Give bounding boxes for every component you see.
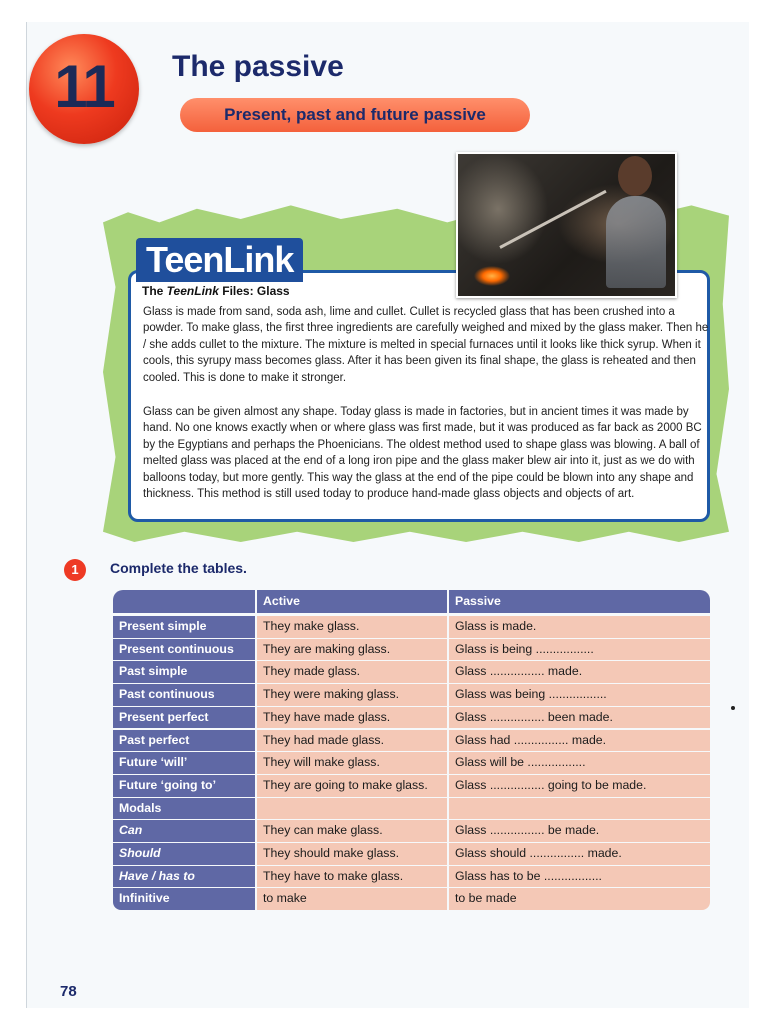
table-row [113, 707, 710, 730]
passive-cell: Glass will be ................. [449, 752, 710, 774]
table-row [113, 730, 710, 753]
passive-cell: Glass ................ be made. [449, 820, 710, 842]
unit-title: The passive [172, 50, 344, 83]
tense-cell: Future ‘going to’ [113, 775, 255, 797]
article-paragraph-2: Glass can be given almost any shape. Today glass is made in factories, but in ancient times it was made by hand. No one knows exactly when or where glass was first made, but it was produced as far back as 2000 BC by the Egyptians and perhaps the Phoenicians. The oldest method used to shape glass was blowing. A ball of melted glass was placed at the end of a long iron pipe and the glass maker blew air into it, just as we do with balloons today, but more gently. This way the glass at the end of the pipe could be blown into any shape and thickness. This method is still used today to produce hand-made glass objects and objects of art. [143, 406, 702, 501]
active-cell: They have made glass. [257, 707, 447, 729]
passive-cell: Glass ................ been made. [449, 707, 710, 729]
tense-cell: Can [113, 820, 255, 842]
table-row [113, 820, 710, 843]
passive-cell: Glass has to be ................. [449, 866, 710, 888]
table-row [113, 888, 710, 911]
tense-cell: Should [113, 843, 255, 865]
tense-cell: Past simple [113, 661, 255, 683]
passive-cell: Glass ................ made. [449, 661, 710, 683]
table-row [113, 616, 710, 639]
active-cell [257, 798, 447, 820]
tense-cell: Past perfect [113, 730, 255, 752]
active-cell: They had made glass. [257, 730, 447, 752]
table-row [113, 661, 710, 684]
tense-cell: Present simple [113, 616, 255, 638]
tense-cell: Present perfect [113, 707, 255, 729]
table-row [113, 775, 710, 798]
glassblower-head [618, 156, 652, 196]
passive-cell: Glass ................ going to be made. [449, 775, 710, 797]
active-cell: They will make glass. [257, 752, 447, 774]
tense-cell: Have / has to [113, 866, 255, 888]
article-title: The TeenLink Files: Glass [142, 284, 290, 298]
passive-cell: Glass had ................ made. [449, 730, 710, 752]
active-cell: They are going to make glass. [257, 775, 447, 797]
active-cell: They made glass. [257, 661, 447, 683]
tense-cell: Modals [113, 798, 255, 820]
exercise-instruction: Complete the tables. [110, 560, 247, 576]
table-row [113, 639, 710, 662]
header-cell-tense [113, 590, 255, 613]
tense-cell: Future ‘will’ [113, 752, 255, 774]
unit-number-badge [29, 34, 139, 144]
exercise-number: 1 [64, 559, 86, 581]
margin-mark [731, 706, 735, 710]
active-cell: They have to make glass. [257, 866, 447, 888]
table-header-row [113, 590, 710, 613]
active-cell: They make glass. [257, 616, 447, 638]
table-row [113, 866, 710, 889]
active-cell: They were making glass. [257, 684, 447, 706]
page-number: 78 [60, 983, 77, 1000]
tense-cell: Present continuous [113, 639, 255, 661]
table-row [113, 684, 710, 707]
active-cell: They should make glass. [257, 843, 447, 865]
table-row [113, 752, 710, 775]
table-row [113, 798, 710, 821]
passive-cell [449, 798, 710, 820]
tense-cell: Past continuous [113, 684, 255, 706]
article-paragraph-1: Glass is made from sand, soda ash, lime and cullet. Cullet is recycled glass that has been crushed into a powder. To make glass, the first three ingredients are carefully weighed and mixed by the glass maker. Then he / she adds cullet to the mixture. The mixture is melted in special furnaces until it looks like thick syrup. When it cools, this syrupy mass becomes glass. After it has been given its final shape, the glass is reheated and then cooled. This is done to make it stronger. [143, 306, 709, 384]
glassblower-figure [606, 196, 666, 288]
active-cell: They are making glass. [257, 639, 447, 661]
header-cell-passive: Passive [449, 590, 710, 613]
unit-number: 11 [54, 53, 114, 120]
active-cell: to make [257, 888, 447, 910]
passive-cell: Glass is made. [449, 616, 710, 638]
passive-cell: Glass was being ................. [449, 684, 710, 706]
tense-cell: Infinitive [113, 888, 255, 910]
unit-subtitle: Present, past and future passive [180, 98, 530, 132]
passive-cell: Glass is being ................. [449, 639, 710, 661]
header-cell-active: Active [257, 590, 447, 613]
passive-cell: Glass should ................ made. [449, 843, 710, 865]
passive-cell: to be made [449, 888, 710, 910]
active-cell: They can make glass. [257, 820, 447, 842]
teenlink-logo: TeenLink [136, 238, 303, 282]
table-row [113, 843, 710, 866]
